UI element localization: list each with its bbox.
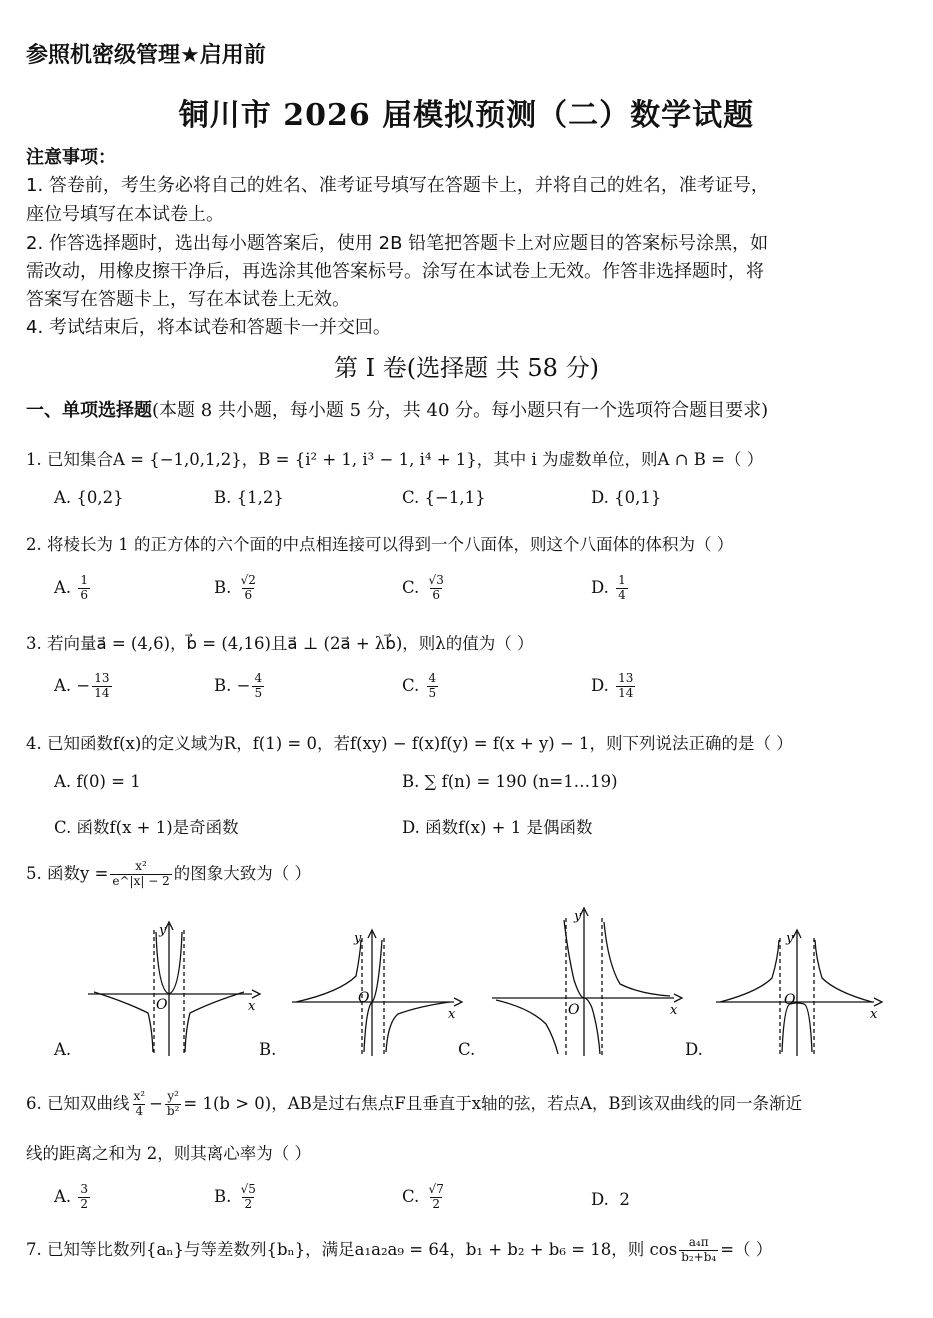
stem-text: 的图象大致为（ ） — [173, 864, 311, 883]
q5-option-c-label[interactable]: C. — [458, 1040, 476, 1059]
curve-right — [185, 992, 244, 1052]
denominator: e^|x| − 2 — [112, 874, 170, 888]
denominator: 5 — [254, 685, 263, 700]
q2-option-a[interactable] — [54, 574, 92, 603]
option-letter: C. — [402, 577, 420, 597]
denominator: b₂+b₄ — [681, 1250, 717, 1264]
fraction — [616, 672, 635, 701]
q4-option-a[interactable]: A. f(0) = 1 — [54, 772, 141, 791]
denominator: 2 — [80, 1196, 89, 1211]
fraction — [239, 1183, 258, 1212]
stem-text: 6. 已知双曲线 — [26, 1094, 130, 1113]
y-label: y — [354, 931, 362, 946]
q6-option-c[interactable] — [402, 1183, 448, 1212]
fraction — [132, 1090, 148, 1119]
x-label: x — [870, 1007, 878, 1022]
numerator: 3 — [80, 1182, 89, 1196]
q3-option-d[interactable] — [591, 672, 637, 701]
notice-line: 答案写在答题卡上，写在本试卷上无效。 — [26, 289, 350, 310]
origin-label: O — [568, 1002, 580, 1018]
minus-sign: − — [76, 675, 91, 695]
notice-line: 需改动，用橡皮擦干净后，再选涂其他答案标号。涂写在本试卷上无效。作答非选择题时，将 — [26, 261, 764, 282]
fraction — [165, 1090, 182, 1119]
notice-line: 1. 答卷前，考生务必将自己的姓名、准考证号填写在答题卡上，并将自己的姓名，准考证号， — [26, 175, 769, 196]
notice-line: 4. 考试结束后，将本试卷和答题卡一并交回。 — [26, 317, 391, 338]
q1-option-b[interactable]: B. {1,2} — [214, 488, 284, 507]
numerator: √7 — [428, 1182, 444, 1196]
curve-right — [386, 1002, 450, 1052]
y-label: y — [574, 909, 582, 924]
numerator: √2 — [240, 573, 256, 587]
option-letter: A. — [54, 675, 72, 695]
x-axis-arrow — [874, 998, 882, 1006]
x-axis-arrow — [674, 994, 682, 1002]
question-5-stem — [26, 860, 311, 889]
y-label: y — [786, 931, 794, 946]
q4-option-d[interactable]: D. 函数f(x) + 1 是偶函数 — [402, 818, 593, 837]
q5-option-a-label[interactable]: A. — [54, 1040, 72, 1059]
minus-sign: − — [236, 675, 251, 695]
option-letter: A. — [54, 577, 72, 597]
q3-option-b[interactable] — [214, 672, 266, 701]
fraction — [92, 672, 111, 701]
section-label: 一、单项选择题 — [26, 400, 152, 421]
q1-option-a[interactable]: A. {0,2} — [54, 488, 124, 507]
curve-left — [94, 992, 153, 1052]
denominator: 2 — [244, 1196, 253, 1211]
q2-option-d[interactable] — [591, 574, 630, 603]
numerator: a₄π — [688, 1235, 709, 1250]
section-desc: (本题 8 共小题，每小题 5 分，共 40 分。每小题只有一个选项符合题目要求) — [152, 400, 769, 421]
option-letter: C. — [402, 675, 420, 695]
fraction — [110, 860, 171, 889]
fraction — [679, 1236, 718, 1265]
question-6-stem — [26, 1090, 802, 1119]
q2-option-b[interactable] — [214, 574, 260, 603]
q5-graph-b[interactable] — [290, 926, 470, 1060]
q4-option-c[interactable]: C. 函数f(x + 1)是奇函数 — [54, 818, 239, 837]
numerator: 1 — [618, 573, 626, 587]
numerator: x² — [135, 859, 147, 874]
curve-left — [720, 940, 779, 1002]
notice-line: 2. 作答选择题时，选出每小题答案后，使用 2B 铅笔把答题卡上对应题目的答案标号涂黑，如 — [26, 233, 769, 254]
curve-left — [296, 940, 361, 1002]
option-value: 2 — [619, 1190, 630, 1209]
question-2-stem: 2. 将棱长为 1 的正方体的六个面的中点相连接可以得到一个八面体，则这个八面体的体积为（ ） — [26, 535, 734, 554]
notice-line: 座位号填写在本试卷上。 — [26, 204, 224, 225]
curve-right — [815, 940, 872, 1002]
minus-sign: − — [149, 1094, 163, 1113]
stem-text: =（ ） — [720, 1240, 773, 1259]
curve-middle — [564, 920, 600, 1054]
fraction — [252, 672, 264, 701]
denominator: 14 — [94, 685, 110, 700]
q2-option-c[interactable] — [402, 574, 448, 603]
q6-option-b[interactable] — [214, 1183, 260, 1212]
numerator: 13 — [618, 671, 634, 685]
question-4-stem: 4. 已知函数f(x)的定义域为R，f(1) = 0，若f(xy) − f(x)f(y) = f(x + y) − 1，则下列说法正确的是（ ） — [26, 734, 793, 753]
origin-label: O — [784, 992, 796, 1008]
q1-option-d[interactable]: D. {0,1} — [591, 488, 662, 507]
option-letter: A. — [54, 1186, 72, 1206]
numerator: √3 — [428, 573, 444, 587]
fraction — [78, 1183, 90, 1212]
section-heading — [26, 396, 768, 422]
option-letter: C. — [402, 1186, 420, 1206]
stem-text: 5. 函数y = — [26, 864, 109, 883]
q5-graph-a[interactable] — [86, 918, 266, 1060]
option-letter: D. — [591, 1190, 609, 1209]
denominator: 14 — [618, 685, 634, 700]
origin-label: O — [156, 997, 168, 1013]
denominator: 4 — [618, 587, 626, 602]
q6-option-d[interactable] — [591, 1190, 630, 1209]
q3-option-c[interactable] — [402, 672, 440, 701]
page-title: 铜川市 2026 届模拟预测（二）数学试题 — [178, 98, 755, 133]
denominator: 4 — [135, 1104, 144, 1118]
x-axis-arrow — [252, 990, 260, 998]
denominator: 6 — [80, 587, 89, 602]
denominator: 6 — [432, 587, 440, 602]
curve-right — [604, 922, 670, 996]
denominator: 6 — [244, 587, 253, 602]
numerator: √5 — [240, 1182, 256, 1196]
question-1-stem: 1. 已知集合A = {−1,0,1,2}，B = {i² + 1, i³ − 1, i⁴ + 1}，其中 i 为虚数单位，则A ∩ B =（ ） — [26, 450, 764, 469]
option-letter: B. — [214, 675, 232, 695]
q1-option-c[interactable]: C. {−1,1} — [402, 488, 486, 507]
y-label: y — [159, 923, 167, 938]
q5-option-d-label[interactable]: D. — [685, 1040, 703, 1059]
q5-graph-d[interactable] — [714, 926, 894, 1060]
x-label: x — [670, 1003, 678, 1018]
curve-lower-left — [496, 1000, 558, 1054]
numerator: 4 — [254, 671, 263, 685]
q5-option-b-label[interactable]: B. — [259, 1040, 277, 1059]
numerator: x² — [133, 1089, 146, 1104]
x-axis-arrow — [454, 998, 462, 1006]
fraction — [239, 574, 258, 603]
numerator: y² — [167, 1089, 179, 1104]
question-7-stem — [26, 1236, 772, 1265]
numerator: 13 — [94, 671, 110, 685]
q4-option-b[interactable]: B. ∑ f(n) = 190 (n=1…19) — [402, 772, 618, 791]
denominator: b² — [166, 1104, 180, 1118]
question-3-stem: 3. 若向量a⃗ = (4,6)，b⃗ = (4,16)且a⃗ ⊥ (2a⃗ + λb⃗)，则λ的值为（ ） — [26, 634, 534, 653]
confidential-label: 参照机密级管理★启用前 — [26, 43, 266, 68]
q5-graph-c[interactable] — [490, 904, 690, 1060]
fraction — [616, 574, 628, 603]
option-letter: D. — [591, 577, 609, 597]
volume-title: 第 I 卷(选择题 共 58 分) — [334, 354, 599, 382]
option-letter: B. — [214, 577, 232, 597]
fraction — [427, 1183, 446, 1212]
denominator: 5 — [428, 685, 437, 700]
notice-heading: 注意事项： — [26, 147, 116, 168]
option-letter: B. — [214, 1186, 232, 1206]
fraction — [427, 574, 446, 603]
fraction — [427, 672, 439, 701]
option-letter: D. — [591, 675, 609, 695]
question-6-line-2: 线的距离之和为 2，则其离心率为（ ） — [26, 1144, 311, 1163]
x-label: x — [448, 1007, 456, 1022]
denominator: 2 — [432, 1196, 440, 1211]
stem-text: = 1(b > 0)，AB是过右焦点F且垂直于x轴的弦，若点A，B到该双曲线的同一条渐近 — [183, 1094, 803, 1113]
stem-text: 7. 已知等比数列{aₙ}与等差数列{bₙ}，满足a₁a₂a₉ = 64，b₁ + b₂ + b₆ = 18，则 cos — [26, 1240, 678, 1259]
q6-option-a[interactable] — [54, 1183, 92, 1212]
numerator: 1 — [80, 573, 89, 587]
q3-option-a[interactable] — [54, 672, 114, 701]
fraction — [78, 574, 90, 603]
origin-label: O — [358, 990, 370, 1006]
numerator: 4 — [428, 671, 437, 685]
x-label: x — [248, 999, 256, 1014]
